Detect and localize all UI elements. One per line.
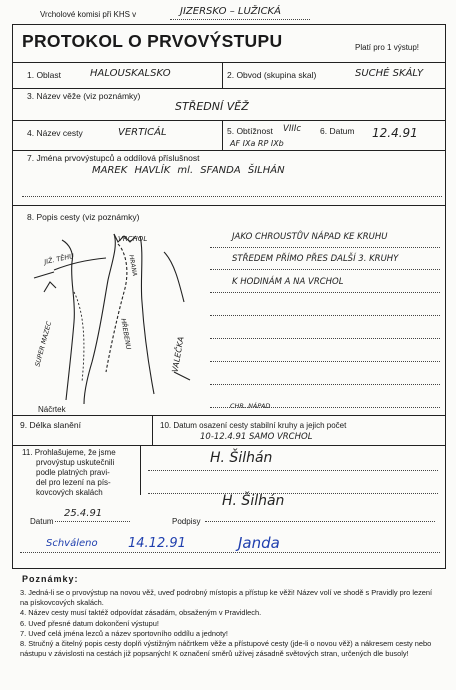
signature-bottom: H. Šilhán <box>222 493 285 509</box>
komise-value: JIZERSKO – LUŽICKÁ <box>180 6 281 17</box>
note-item: 7. Uveď celá jména lezců a název sportovního oddílu a jednoty! <box>20 628 228 638</box>
field-obtiznost-value-top: VIIIc <box>283 124 302 134</box>
approval-date: 14.12.91 <box>128 536 186 551</box>
field-oblast-value: HALOUSKALSKO <box>90 68 171 79</box>
sketch-label-vrchol: VRCHOL <box>118 235 148 243</box>
valid-note: Platí pro 1 výstup! <box>355 43 420 52</box>
route-sketch <box>14 222 214 410</box>
form-title: PROTOKOL O PRVOVÝSTUPU <box>22 31 283 51</box>
field-osazeni-label: 10. Datum osazení cesty stabilní kruhy a jejich počet <box>160 421 347 430</box>
note-item: 6. Uveď přesné datum dokončení výstupu! <box>20 618 159 628</box>
note-item: 4. Název cesty musí taktéž odpovídat zásadám, obsaženým v Pravidlech. <box>20 608 262 618</box>
approval-signature: Janda <box>238 534 280 552</box>
komise-line <box>170 19 310 20</box>
sketch-caption: Náčrtek <box>38 405 66 414</box>
field-obtiznost-value-bottom: AF IXa RP IXb <box>230 139 284 148</box>
sketch-label-valecka: VALEČKA <box>170 335 186 374</box>
field-jmena-value: MAREK HAVLÍK ml. SFANDA ŠILHÁN <box>92 165 285 176</box>
sketch-label-jiz-tehu: JIŽ. TĚHU <box>43 251 75 267</box>
field-vez-value: STŘEDNÍ VĚŽ <box>175 100 249 113</box>
komise-label: Vrcholové komisi při KHS v <box>40 10 137 19</box>
field-obtiznost-label: 5. Obtížnost <box>227 126 273 136</box>
field-cesta-value: VERTICÁL <box>118 127 167 138</box>
field-oblast-label: 1. Oblast <box>27 70 62 80</box>
signature-top: H. Šilhán <box>210 450 273 466</box>
approval-label: Schváleno <box>46 538 98 549</box>
declaration: 11. Prohlašujeme, že jsme prvovýstup uskutečnili podle platných pravi- del pro lezení na pís- kovcových skalách <box>22 448 116 497</box>
field-cesta-label: 4. Název cesty <box>27 128 83 138</box>
notes-heading: Poznámky: <box>22 574 79 584</box>
sketch-label-chr-napad: CHR. NÁPAD <box>230 402 271 410</box>
field-vez-label: 3. Název věže (viz poznámky) <box>27 91 141 101</box>
field-slaneni-label: 9. Délka slanění <box>20 420 81 430</box>
note-item: 8. Stručný a čitelný popis cesty doplň výstižným náčrtkem věže a přístupové cesty (jde-li o novou věž) a nákresem cesty nebo nástupu v závislosti na cestách již popsaných! K označení směrů užívej zásadně světových stran, určených dle busoly! <box>20 639 432 659</box>
field-jmena-label: 7. Jména prvovýstupců a oddílová příslušnost <box>27 153 200 163</box>
field-obvod-value: SUCHÉ SKÁLY <box>355 68 424 79</box>
sketch-label-hrana: HRANA <box>127 254 138 277</box>
sketch-label-super: SUPER MAZEC <box>33 320 54 368</box>
field-datum-label: 6. Datum <box>320 126 355 136</box>
field-datum-value: 12.4.91 <box>372 126 418 140</box>
popis-line-3: K HODINÁM A NA VRCHOL <box>232 277 344 287</box>
field-obvod-label: 2. Obvod (skupina skal) <box>227 70 317 80</box>
field-popis-label: 8. Popis cesty (viz poznámky) <box>27 212 140 222</box>
field-osazeni-value: 10-12.4.91 SAMO VRCHOL <box>200 432 313 442</box>
sign-label: Podpisy <box>172 517 201 526</box>
date-value: 25.4.91 <box>64 508 103 519</box>
note-item: 3. Jedná-li se o prvovýstup na novou věž, uveď podrobný místopis a přístup ke věži! Název volí ve shodě s Pravidly pro lezení na pískovcových skalách. <box>20 588 433 608</box>
notes-list <box>20 588 440 659</box>
popis-line-2: STŘEDEM PŘÍMO PŘES DALŠÍ 3. KRUHY <box>232 254 399 264</box>
sketch-label-hrebenu: HŘEBENU <box>119 317 133 351</box>
date-label: Datum <box>30 517 54 526</box>
popis-line-1: JAKO CHROUSTŮV NÁPAD KE KRUHU <box>232 232 388 242</box>
